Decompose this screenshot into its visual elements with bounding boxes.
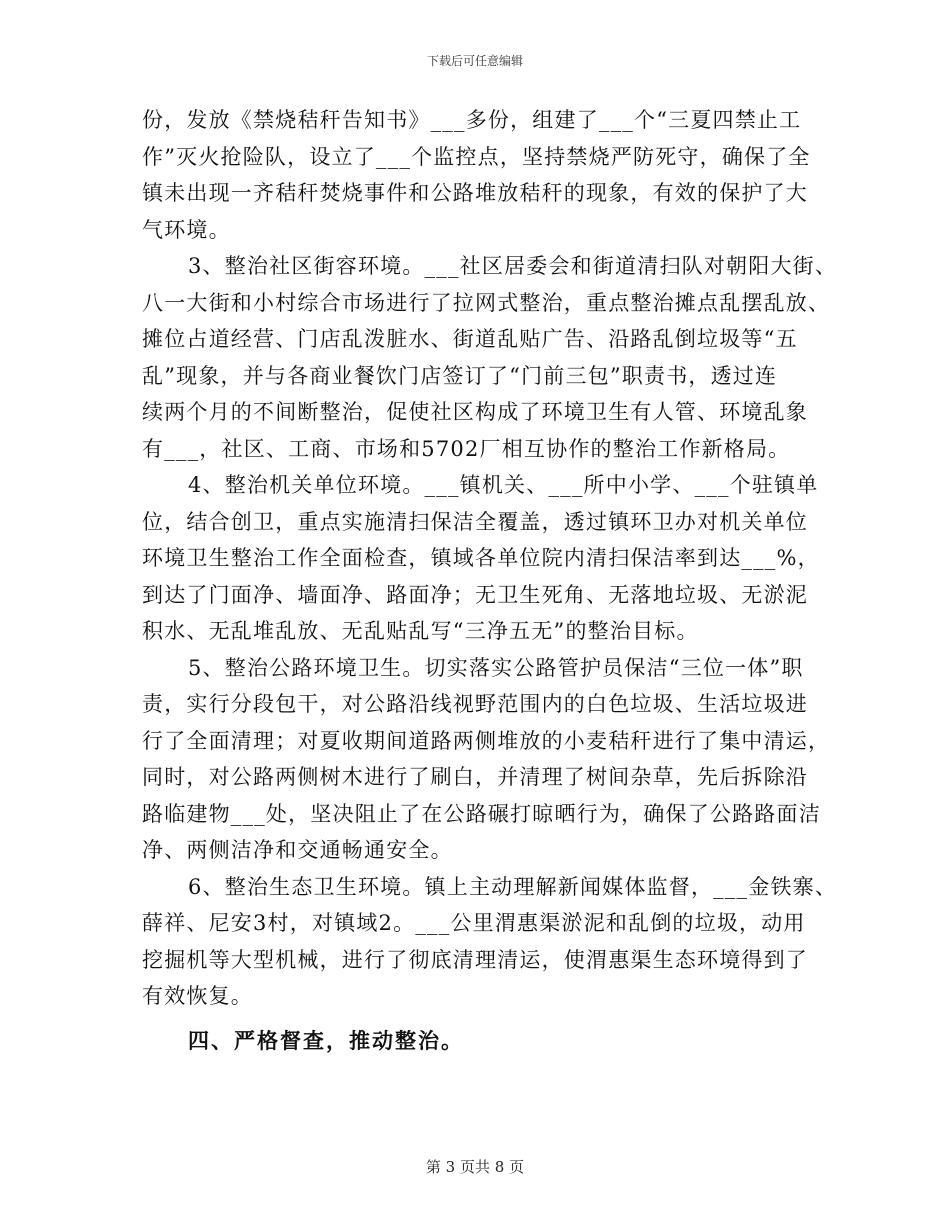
text-line: 到达了门面净、墙面净、路面净；无卫生死角、无落地垃圾、无淤泥: [142, 582, 808, 607]
text-line: 净、两侧洁净和交通畅通安全。: [142, 838, 453, 862]
text-line: 气环境。: [142, 217, 231, 242]
paragraph-start-5: 5、整治公路环境卫生。切实落实公路管护员保洁“三位一体”职: [188, 655, 804, 680]
text-line: 份，发放《禁烧秸秆告知书》___多份，组建了___个“三夏四禁止工: [142, 108, 802, 132]
section-heading: 四、严格督查，推动整治。: [188, 1027, 464, 1053]
text-line: 乱”现象，并与各商业餐饮门店签订了“门前三包”职责书，透过连: [142, 363, 778, 388]
header-note: 下载后可任意编辑: [426, 54, 523, 68]
text-line: 路临建物___处，坚决阻止了在公路碾打晾晒行为，确保了公路路面洁: [142, 801, 821, 826]
text-line: 薛祥、尼安3村，对镇域2。___公里渭惠渠淤泥和乱倒的垃圾，动用: [142, 911, 806, 935]
text-line: 挖掘机等大型机械，进行了彻底清理清运，使渭惠渠生态环境得到了: [142, 947, 808, 972]
text-line: 摊位占道经营、门店乱泼脏水、街道乱贴广告、沿路乱倒垃圾等“五: [142, 327, 798, 351]
text-line: 续两个月的不间断整治，促使社区构成了环境卫生有人管、环境乱象: [142, 400, 808, 424]
paragraph-start-4: 4、整治机关单位环境。___镇机关、___所中小学、___个驻镇单: [188, 473, 819, 497]
text-line: 位，结合创卫，重点实施清扫保洁全覆盖，透过镇环卫办对机关单位: [142, 509, 808, 534]
text-line: 积水、无乱堆乱放、无乱贴乱写“三净五无”的整治目标。: [142, 619, 699, 643]
text-line: 行了全面清理；对夏收期间道路两侧堆放的小麦秸秆进行了集中清运，: [142, 728, 831, 753]
document-body: [142, 102, 838, 1059]
text-line: 同时，对公路两侧树木进行了刷白，并清理了树间杂草，先后拆除沿: [142, 765, 808, 789]
text-line: 环境卫生整治工作全面检查，镇域各单位院内清扫保洁率到达___%，: [142, 546, 820, 570]
text-line: 八一大街和小村综合市场进行了拉网式整治，重点整治摊点乱摆乱放、: [142, 290, 831, 315]
text-line: 有___，社区、工商、市场和5702厂相互协作的整治工作新格局。: [142, 436, 791, 461]
text-line: 镇未出现一齐秸秆焚烧事件和公路堆放秸秆的现象，有效的保护了大: [142, 181, 808, 205]
paragraph-start-6: 6、整治生态卫生环境。镇上主动理解新闻媒体监督，___金铁寨、: [188, 874, 838, 899]
page-number: 第 3 页共 8 页: [425, 1158, 525, 1176]
text-line: 责，实行分段包干，对公路沿线视野范围内的白色垃圾、生活垃圾进: [142, 692, 808, 716]
text-line: 作”灭火抢险队，设立了___个监控点，坚持禁烧严防死守，确保了全: [142, 144, 811, 169]
paragraph-start-3: 3、整治社区街容环境。___社区居委会和街道清扫队对朝阳大街、: [188, 254, 838, 278]
text-line: 有效恢复。: [142, 984, 253, 1008]
